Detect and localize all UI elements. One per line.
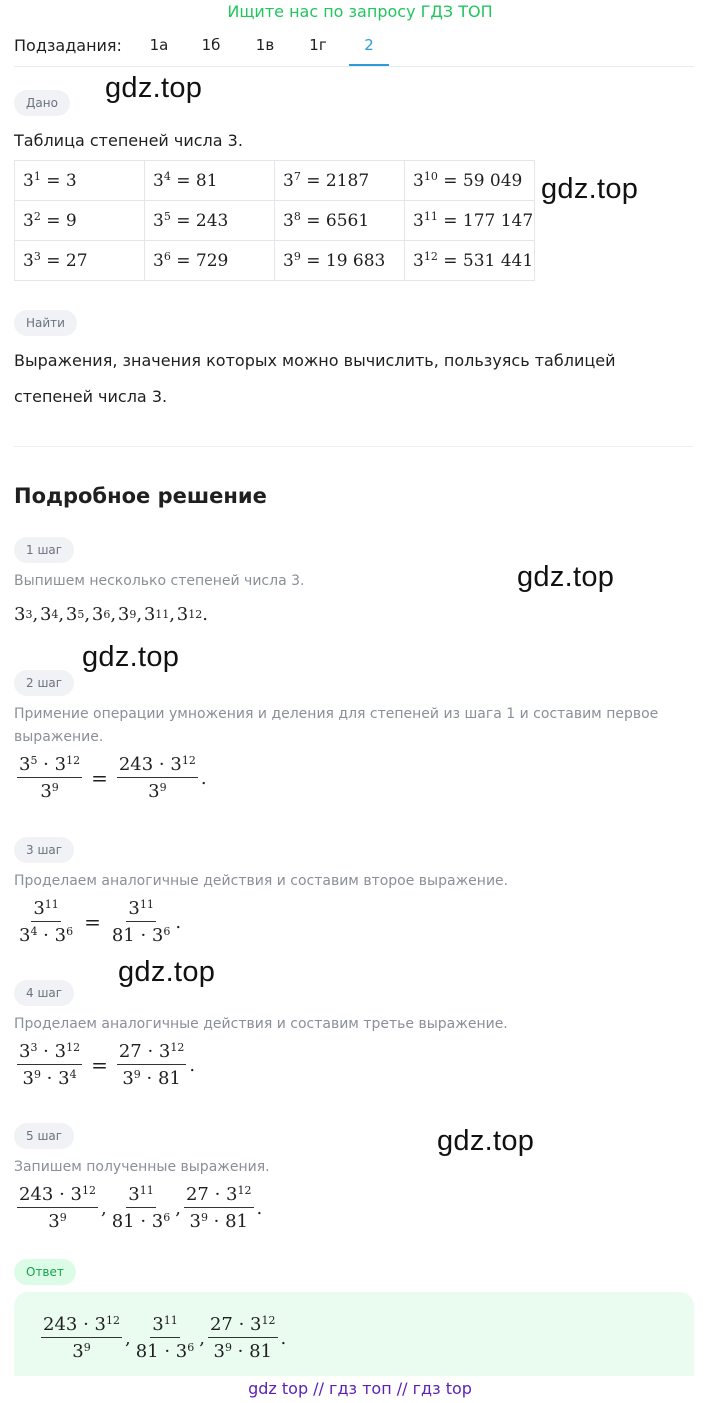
answer-expressions: $\frac{243 \cdot 3^{12}}{3^9}$ , $\frac{3^{11}}{81 \cdot 3^6}$ , $\frac{27 \cdot 3^{12}}{3^9 \cdot 81}$ . (43, 1314, 287, 1362)
table-row (15, 161, 535, 201)
step-4-pill: 4 шаг (14, 980, 74, 1006)
tab-1g[interactable]: 1г (309, 36, 327, 54)
table-cell: $3^9 = 19$ 683 (275, 241, 405, 281)
watermark: gdz.top (105, 72, 203, 104)
step-1-powers: 3 3 , 3 4 , 3 5 , 3 6 , 3 9 , 3 11 , 3 12 . (14, 604, 208, 625)
step-2-pill: 2 шаг (14, 670, 74, 696)
table-cell: $3^6 = 729$ (145, 241, 275, 281)
search-hint-banner: Ищите нас по запросу ГДЗ ТОП (227, 2, 493, 21)
step-4-expression: $\frac{3^3 \cdot 3^{12}}{3^9 \cdot 3^4}$ = $\frac{27 \cdot 3^{12}}{3^9 \cdot 81}$ . (19, 1041, 196, 1089)
step-3-text: Проделаем аналогичные действия и составим второе выражение. (14, 873, 509, 889)
tab-1a[interactable]: 1а (149, 36, 169, 54)
step-5-pill: 5 шаг (14, 1123, 74, 1149)
watermark: gdz.top (541, 173, 639, 205)
table-cell: $3^5 = 243$ (145, 201, 275, 241)
table-cell: $3^1 = 3$ (15, 161, 145, 201)
step-5-expressions: $\frac{243 \cdot 3^{12}}{3^9}$ , $\frac{3^{11}}{81 \cdot 3^6}$ , $\frac{27 \cdot 3^{12}}{3^9 \cdot 81}$ . (19, 1184, 263, 1232)
tab-2[interactable]: 2 (349, 30, 389, 66)
watermark: gdz.top (517, 561, 615, 593)
table-cell: $3^7 = 2187$ (275, 161, 405, 201)
powers-of-three-table (14, 160, 535, 281)
step-2-text-line2: выражение. (14, 729, 104, 745)
step-1-text: Выпишем несколько степеней числа 3. (14, 573, 305, 589)
table-cell: $3^8 = 6561$ (275, 201, 405, 241)
tab-1b[interactable]: 1б (201, 36, 221, 54)
step-2-expression: $\frac{3^5 \cdot 3^{12}}{3^9}$ = $\frac{243 \cdot 3^{12}}{3^9}$ . (19, 754, 207, 802)
subtasks-bar (14, 30, 694, 67)
watermark: gdz.top (118, 956, 216, 988)
table-cell: $3^4 = 81$ (145, 161, 275, 201)
table-row (15, 201, 535, 241)
find-pill: Найти (14, 310, 77, 336)
step-4-text: Проделаем аналогичные действия и составим третье выражение. (14, 1016, 508, 1032)
find-text-line2: степеней числа 3. (14, 387, 168, 406)
find-text-line1: Выражения, значения которых можно вычислить, пользуясь таблицей (14, 351, 616, 370)
section-divider (14, 446, 694, 447)
subtasks-label: Подзадания: (14, 36, 122, 55)
table-cell: $3^3 = 27$ (15, 241, 145, 281)
tab-1v[interactable]: 1в (255, 36, 275, 54)
answer-pill: Ответ (14, 1259, 76, 1285)
step-2-text-line1: Примение операции умножения и деления для степеней из шага 1 и составим первое (14, 706, 659, 722)
table-cell: $3^{10} = 59$ 049 (405, 161, 535, 201)
step-5-text: Запишем полученные выражения. (14, 1159, 270, 1175)
watermark: gdz.top (82, 641, 180, 673)
step-3-pill: 3 шаг (14, 837, 74, 863)
given-pill: Дано (14, 90, 70, 116)
table-cell: $3^2 = 9$ (15, 201, 145, 241)
footer-links: gdz top // гдз топ // гдз top (0, 1376, 720, 1403)
table-cell: $3^{11} = 177$ 147 (405, 201, 535, 241)
table-row (15, 241, 535, 281)
given-text: Таблица степеней числа 3. (14, 131, 243, 150)
step-1-pill: 1 шаг (14, 537, 74, 563)
watermark: gdz.top (437, 1125, 535, 1157)
solution-heading: Подробное решение (14, 484, 267, 508)
step-3-expression: $\frac{3^{11}}{3^4 \cdot 3^6}$ = $\frac{3^{11}}{81 \cdot 3^6}$ . (19, 898, 182, 946)
table-cell: $3^{12} = 531$ 441 (405, 241, 535, 281)
